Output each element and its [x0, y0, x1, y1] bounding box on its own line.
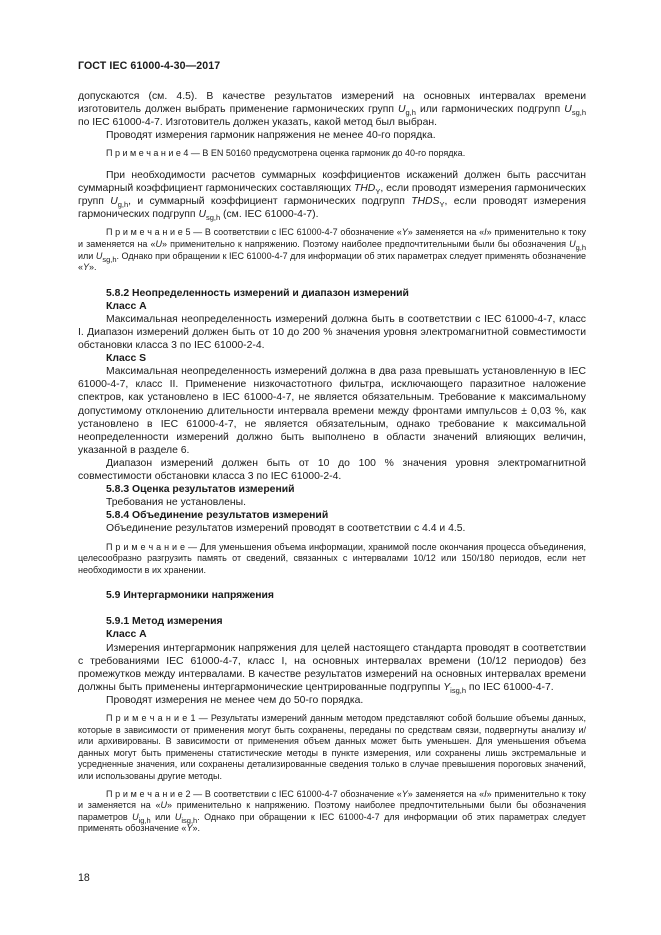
paragraph-harmonic-groups — [78, 90, 586, 129]
note-1 — [78, 713, 586, 783]
text: » применительно к напряжению. Поэтому наиболее предпочтительными были бы обозначения параметров — [78, 800, 586, 822]
symbol: U — [155, 238, 162, 249]
text: При необходимости расчетов суммарных коэффициентов искажений должен быть рассчитан суммарный коэффициент гармонических составляющих — [78, 169, 586, 195]
note-text: 4 — В EN 50160 предусмотрена оценка гармоник до 40-го порядка. — [180, 148, 466, 159]
text: Измерения интергармоник напряжения для целей настоящего стандарта проводят в соответствии с требованиями IEC 61000-4-7, класс I, на основных интервалах времени (10/12 периодов) без промежутков между интервалами. В качестве результатов измерений на основных интервалах времени должны быть применены интергармонические центрированные подгруппы — [78, 642, 586, 693]
text: по IEC 61000-4-7. Изготовитель должен указать, какой метод был выбран. — [78, 117, 437, 129]
note-5 — [78, 227, 586, 273]
text: ». — [192, 823, 200, 834]
symbol: Y — [401, 227, 408, 238]
symbol: U — [569, 238, 576, 249]
class-a-heading: Класс А — [106, 300, 147, 312]
section-heading-5-8-2: 5.8.2 Неопределенность измерений и диапазон измерений — [106, 287, 409, 299]
class-a-heading: Класс А — [106, 629, 147, 641]
text: » применительно к току и заменяется на « — [78, 788, 586, 811]
class-s-heading: Класс S — [106, 353, 147, 365]
text: , и суммарный коэффициент гармонических подгрупп — [128, 196, 412, 208]
subscript: g,h — [117, 200, 129, 210]
text: 5 — В соответствии с IEC 61000-4-7 обозначение « — [182, 227, 402, 238]
symbol: I — [484, 788, 487, 799]
symbol: U — [132, 811, 139, 822]
paragraph-interharmonics-method — [78, 642, 586, 694]
subscript: g,h — [405, 108, 416, 118]
symbol: U — [564, 104, 572, 116]
note-4 — [78, 148, 586, 160]
text: (см. IEC 61000-4-7). — [220, 209, 319, 221]
text: » заменяется на « — [407, 227, 485, 238]
subscript: Y — [375, 187, 381, 197]
note-label: П р и м е ч а н и е — [106, 227, 183, 238]
paragraph-class-a-uncertainty: Максимальная неопределенность измерений должна быть в соответствии с IEC 61000-4-7, класс I. Диапазон измерений должен быть от 10 до 200 % значения уровня электромагнитной совместимости обстановки класса 3 по IEC 61000-2-4. — [78, 313, 586, 352]
subscript: sg,h — [571, 108, 586, 118]
text: допускаются (см. 4.5). В качестве результатов измерений на основных интервалах времени изготовитель должен выбрать применение гармонических групп — [78, 91, 586, 116]
note-aggregation — [78, 542, 586, 577]
note-text: 1 — Результаты измерений данным методом представляют собой большие объемы данных, которые в зависимости от применения могут быть сохранены, переданы по средствам связи, подвергнуты анализу и/или архивированы. В зависимости от применения объем данных может быть уменьшен. Для уменьшения объема данных могут быть применены статистические методы в пункте измерения, или сохранены лишь экстремальные и усредненные значения, или сохранены детализированные сведения только в случае превышения пороговых значений, или использованы другие методы. — [78, 713, 586, 781]
text: , если проводят измерения гармонических групп — [78, 183, 586, 208]
symbol: U — [160, 800, 167, 811]
note-label: П р и м е ч а н и е — [106, 541, 186, 552]
text: » применительно к току и заменяется на « — [78, 227, 586, 249]
text: . Однако при обращении к IEC 61000-4-7 для информации об этих параметрах следует применять обозначение « — [78, 250, 586, 273]
text: или — [150, 811, 175, 822]
text: . Однако при обращении к IEC 61000-4-7 для информации об этих параметрах следует применять обозначение « — [78, 811, 586, 834]
subscript: g,h — [575, 242, 586, 252]
symbol: Y — [83, 262, 90, 273]
paragraph-50th-order: Проводят измерения не менее чем до 50-го порядка. — [106, 694, 364, 706]
text: 2 — В соответствии с IEC 61000-4-7 обозначение « — [182, 788, 402, 799]
subscript: isg,h — [181, 815, 198, 825]
page-number: 18 — [78, 872, 90, 884]
symbol: I — [484, 227, 487, 238]
text: по IEC 61000-4-7. — [466, 681, 554, 693]
paragraph-40th-order: Проводят измерения гармоник напряжения не менее 40-го порядка. — [106, 130, 436, 142]
note-label: П р и м е ч а н и е — [106, 713, 188, 724]
text: или — [78, 250, 96, 261]
paragraph-no-requirements: Требования не установлены. — [106, 497, 247, 509]
symbol: Y — [401, 788, 408, 799]
paragraph-class-s-uncertainty: Максимальная неопределенность измерений должна в два раза превышать установленную в IEC 61000-4-7, класс II. Применение низкочастотного фильтра, исключающего паразитное наложение спектров, как установлено в IEC 61000-4-7, не является обязательным. Требование к максимальному допустимому отклонению длительности интервала времени между фронтами импульсов ± 0,03 %, как установлено в IEC 61000-4-7, не является обязательным, однако требование к максимальной неопределенности измерений должно быть выполнено в области значений влияющих величин, указанной в разделе 6. — [78, 366, 586, 456]
section-heading-5-8-3: 5.8.3 Оценка результатов измерений — [106, 484, 295, 496]
symbol: U — [397, 104, 406, 116]
subscript: ig,h — [138, 815, 151, 825]
text: » заменяется на « — [407, 788, 485, 799]
subscript: sg,h — [205, 213, 221, 223]
text: » применительно к напряжению. Поэтому наиболее предпочтительными были бы обозначения — [162, 238, 570, 249]
symbol: U — [95, 250, 103, 261]
paragraph-measurement-range: Диапазон измерений должен быть от 10 до 100 % значения уровня электромагнитной совместимости обстановки класса 3 по IEC 61000-2-4. — [78, 457, 586, 483]
section-heading-5-8-4: 5.8.4 Объединение результатов измерений — [106, 510, 329, 522]
text: , если проводят измерения гармонических подгрупп — [78, 196, 586, 221]
symbol: THD — [353, 183, 376, 195]
subscript: isg,h — [450, 685, 466, 695]
note-label: П р и м е ч а н и е — [106, 148, 181, 159]
note-text: — Для уменьшения объема информации, хранимой после окончания процесса объединения, целесообразно разгрузить память от сведений, связанных с интервалами 10/12 или 150/180 периодов, если нет необходимости в их хранении. — [78, 541, 586, 575]
symbol: U — [198, 209, 206, 221]
section-heading-5-9: 5.9 Интергармоники напряжения — [106, 590, 274, 602]
text: или гармонических подгрупп — [415, 104, 565, 116]
text: ». — [89, 262, 97, 273]
section-heading-5-9-1: 5.9.1 Метод измерения — [106, 616, 223, 628]
paragraph-thd — [78, 169, 586, 221]
subscript: Y — [439, 200, 445, 210]
page-header: ГОСТ IEC 61000-4-30—2017 — [78, 60, 221, 72]
note-2 — [78, 789, 586, 835]
subscript: sg,h — [102, 254, 117, 264]
paragraph-aggregation: Объединение результатов измерений проводят в соответствии с 4.4 и 4.5. — [106, 523, 466, 535]
symbol: THDS — [411, 196, 440, 208]
page-content — [78, 90, 586, 835]
symbol: Y — [186, 823, 193, 834]
symbol: U — [110, 196, 118, 208]
symbol: U — [174, 811, 182, 822]
note-label: П р и м е ч а н и е — [106, 788, 183, 799]
symbol: Y — [443, 681, 451, 693]
